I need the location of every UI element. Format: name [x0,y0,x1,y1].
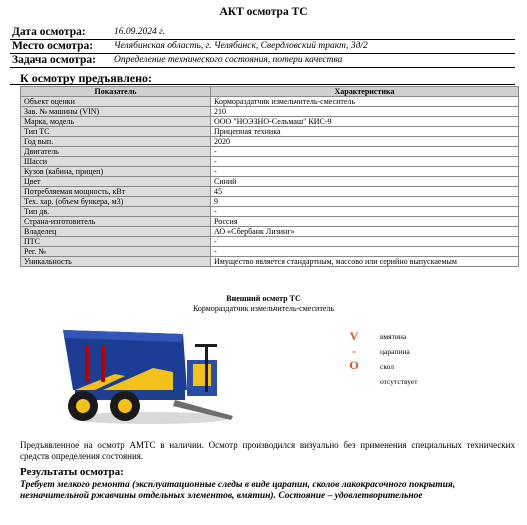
param-value: Кормораздатчик измельчитель-смеситель [211,97,519,107]
param-name: Цвет [21,177,211,187]
inspection-place-value: Челябинская область, г. Челябинск, Свердловский тракт, 3д/2 [114,41,368,51]
param-value: 45 [211,187,519,197]
param-value: Прицепная техника [211,127,519,137]
param-name: Страна-изготовитель [21,217,211,227]
param-value: - [211,157,519,167]
param-name: Потребляемая мощность, кВт [21,187,211,197]
param-value: - [211,247,519,257]
table-row [21,197,519,207]
inspection-task-label: Задача осмотра: [12,54,96,66]
exterior-subtitle: Кормораздатчик измельчитель-смеситель [192,304,335,313]
param-value: Россия [211,217,519,227]
param-name: Кузов (кабина, прицеп) [21,167,211,177]
param-value: Синий [211,177,519,187]
param-name: ПТС [21,237,211,247]
table-row [21,97,519,107]
param-name: Объект оценки [21,97,211,107]
table-row [21,227,519,237]
param-value: 9 [211,197,519,207]
param-name: Тип ТС [21,127,211,137]
table-row [21,257,519,267]
results-text: Требует мелкого ремонта (эксплуатационные следы в виде царапин, сколов лакокрасочного покрытия, незначительной ржавчины отдельных элементов, вмятин). Состояние – удовлетворительное [20,480,456,501]
damage-legend [347,330,467,390]
table-row [21,177,519,187]
param-value: 2020 [211,137,519,147]
dent-label: вмятина [380,332,407,341]
param-value: - [211,237,519,247]
exterior-title: Внешний осмотр ТС [226,294,301,303]
param-name: Тех. хар. (объем бункера, м3) [21,197,211,207]
table-row [21,187,519,197]
table-row [21,147,519,157]
dent-symbol: V [349,329,359,343]
param-name: Год вып. [21,137,211,147]
scratch-label: царапина [380,347,410,356]
param-value: - [211,167,519,177]
table-header-row [21,87,519,97]
table-row [21,167,519,177]
param-name: Рег. № [21,247,211,257]
inspection-place-label: Место осмотра: [12,40,94,52]
scratch-symbol: - [352,344,356,358]
table-row [21,207,519,217]
results-heading: Результаты осмотра: [20,466,124,478]
param-name: Владелец [21,227,211,237]
param-name: Тип дв. [21,207,211,217]
param-name: Зав. № машины (VIN) [21,107,211,117]
table-row [21,247,519,257]
inspection-place-row [10,40,515,54]
table-row [21,157,519,167]
parameters-table [20,86,519,267]
param-value: Имущество является стандартным, массово или серийно выпускаемым [211,257,519,267]
param-value: - [211,207,519,217]
param-value: АО «Сбербанк Лизинг» [211,227,519,237]
param-value: - [211,147,519,157]
chip-label: скол [380,362,394,371]
inspection-date-label: Дата осмотра: [12,26,86,38]
table-row [21,117,519,127]
table-row [21,217,519,227]
inspection-date-row [10,26,515,40]
param-name: Уникальность [21,257,211,267]
column-header-parameter: Показатель [21,87,211,97]
chip-symbol: О [349,358,359,372]
inspection-date-value: 16.09.2024 г. [114,27,166,37]
param-name: Шасси [21,157,211,167]
param-value: ООО "НОЭЗНО-Сельмаш" КИС-9 [211,117,519,127]
document-title: АКТ осмотра ТС [219,6,308,18]
presented-heading: К осмотру предъявлено: [20,71,153,85]
inspection-note: Предъявленное на осмотр АМТС в наличии. Осмотр производился визуально без применения специальных технических средств определения состояния. [20,440,515,461]
param-name: Марка, модель [21,117,211,127]
section-divider [10,84,515,85]
missing-label: отсутствует [380,377,418,386]
column-header-characteristic: Характеристика [211,87,519,97]
table-row [21,107,519,117]
feed-mixer-wagon-image [55,320,235,428]
inspection-task-row [10,54,515,68]
table-row [21,137,519,147]
param-name: Двигатель [21,147,211,157]
inspection-task-value: Определение технического состояния, потери качества [114,55,343,65]
param-value: 210 [211,107,519,117]
table-row [21,127,519,137]
table-row [21,237,519,247]
